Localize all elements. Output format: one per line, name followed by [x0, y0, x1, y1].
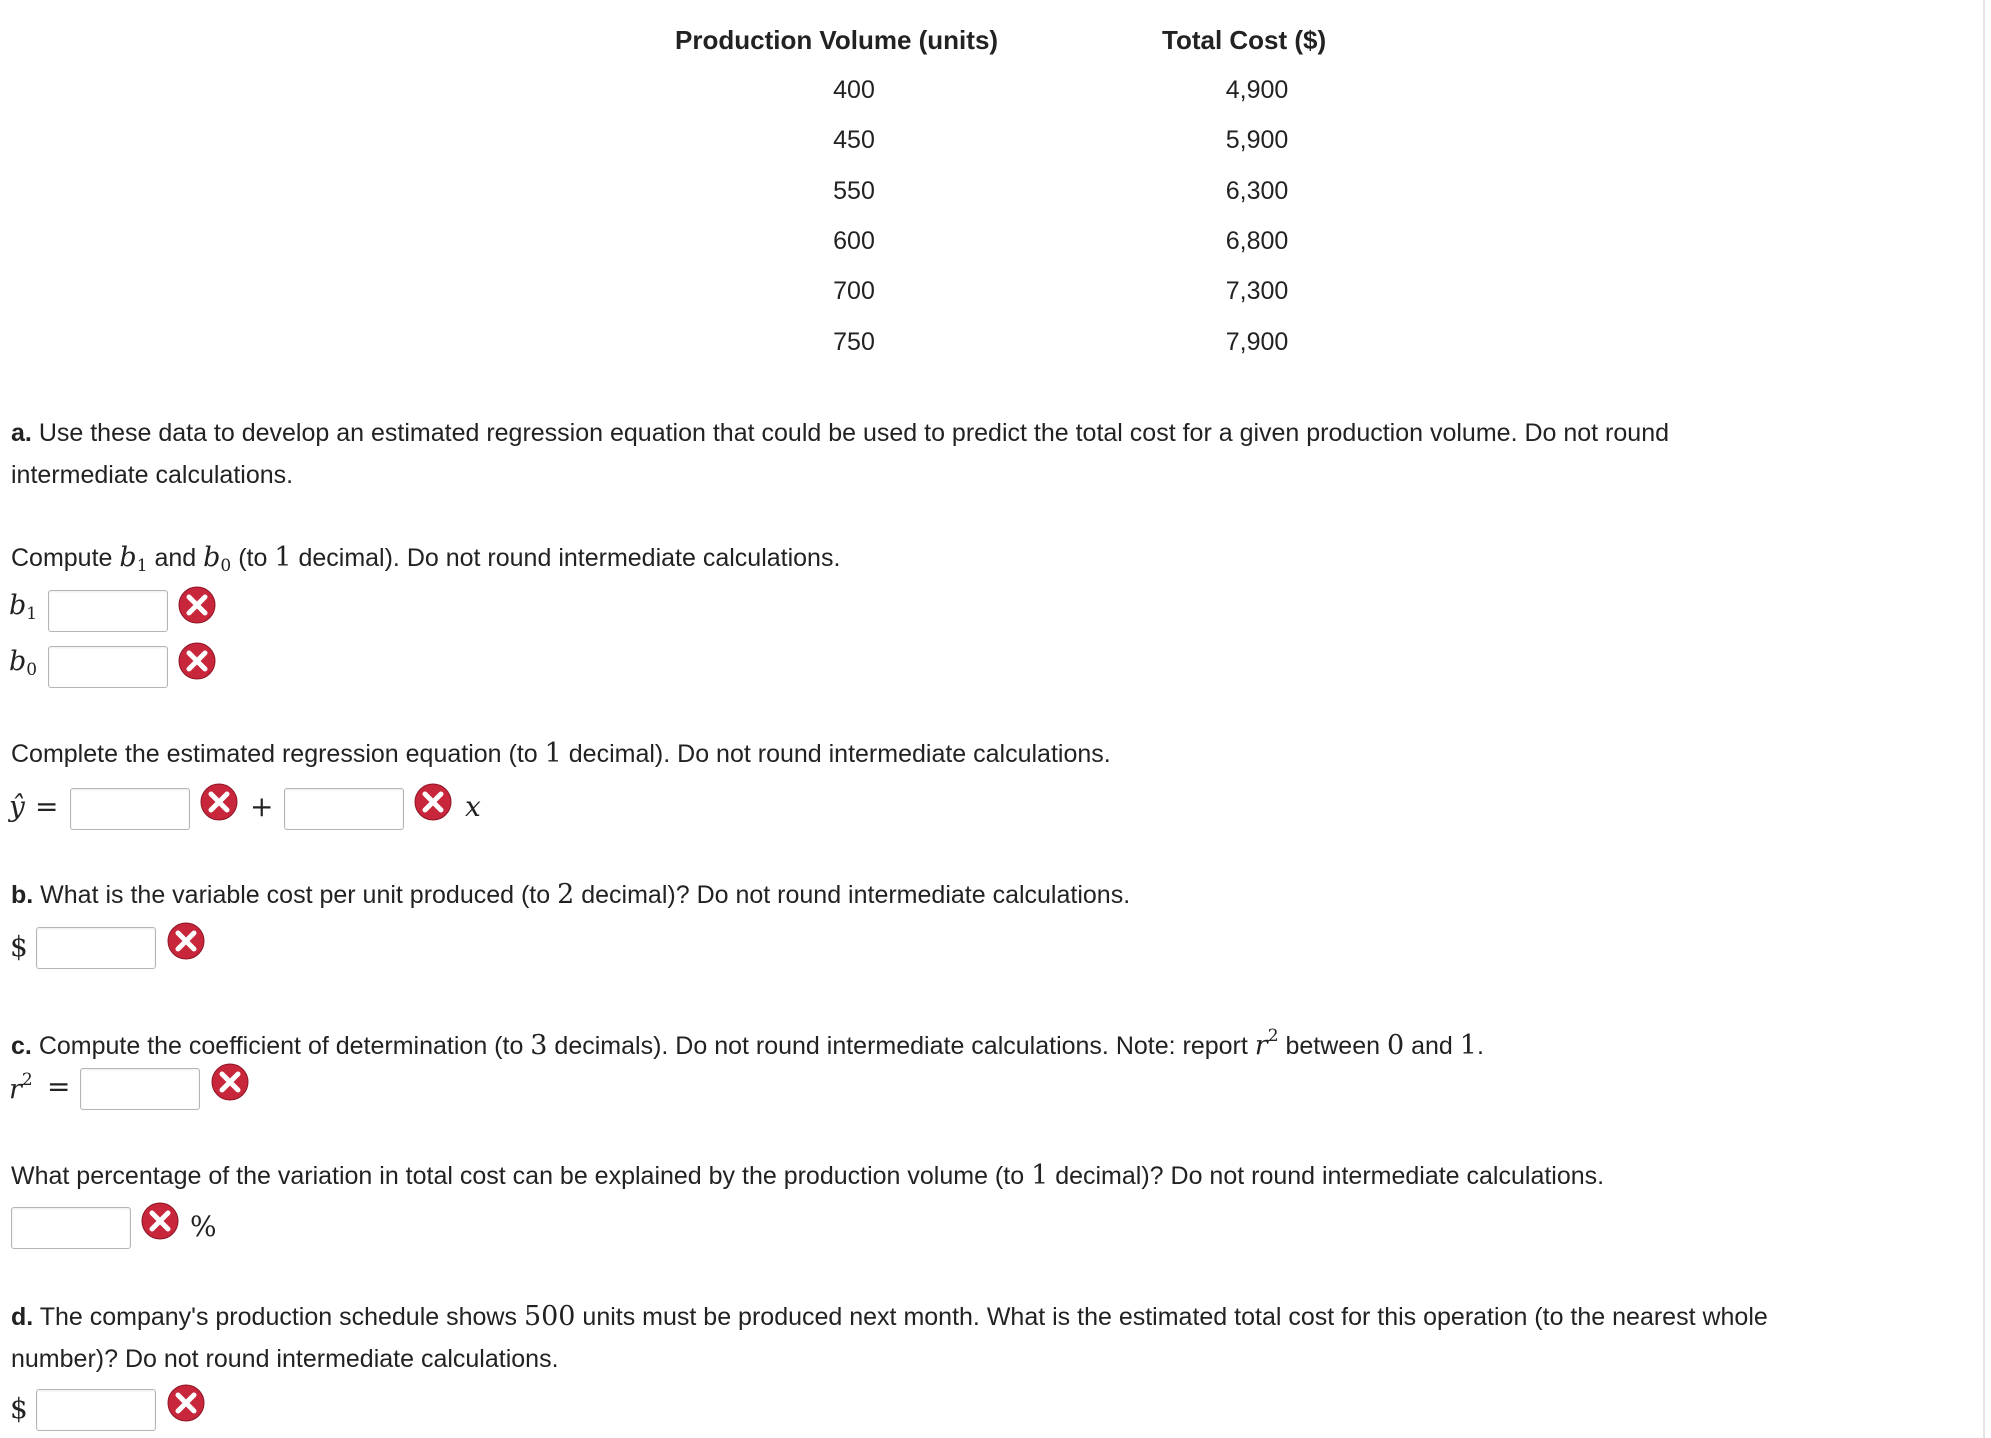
x-circle-icon	[177, 641, 217, 681]
units-value: 500	[523, 1301, 576, 1332]
table-cell-cost: 6,300	[1225, 177, 1289, 205]
table-cell-cost: 7,900	[1225, 328, 1289, 356]
text-fragment: (to	[231, 544, 275, 572]
header-total-cost: Total Cost ($)	[1162, 25, 1327, 55]
decimal-count: 1	[1031, 1160, 1049, 1191]
compute-b-instruction	[11, 537, 840, 587]
text-fragment: Compute the coefficient of determination (to	[38, 1032, 531, 1060]
table-cell-volume: 600	[833, 227, 875, 255]
dollar-sign: $	[10, 930, 28, 963]
text-fragment: decimal)? Do not round intermediate calculations.	[574, 881, 1131, 909]
part-b-question	[11, 874, 1130, 916]
b1-input[interactable]	[48, 590, 168, 632]
percentage-input[interactable]	[11, 1207, 131, 1249]
x-circle-icon	[413, 782, 453, 822]
table-cell-cost: 6,800	[1225, 227, 1289, 255]
part-d-question	[11, 1296, 1768, 1380]
text-fragment: What percentage of the variation in total cost can be explained by the production volume (to	[11, 1162, 1032, 1190]
intercept-input[interactable]	[70, 788, 190, 830]
x-circle-icon	[140, 1201, 180, 1241]
text-fragment: Compute	[11, 544, 120, 572]
decimal-count: 1	[544, 738, 562, 769]
x-circle-icon	[166, 1383, 206, 1423]
table-cell-volume: 700	[833, 277, 875, 305]
range-max: 1	[1459, 1030, 1477, 1061]
equals-sign: =	[47, 1070, 71, 1103]
x-circle-icon	[210, 1062, 250, 1102]
text-fragment: and	[147, 544, 204, 572]
table-cell-volume: 550	[833, 177, 875, 205]
table-cell-cost: 7,300	[1225, 277, 1289, 305]
yhat-symbol: ŷ	[9, 790, 25, 823]
part-a-text: Use these data to develop an estimated regression equation that could be used to predict the total cost for a given production volume. Do not round	[38, 419, 1670, 447]
text-fragment: Complete the estimated regression equation (to	[11, 740, 545, 768]
r-squared-label: $r^2$	[9, 1070, 33, 1105]
r-squared-symbol: $r^2$	[1254, 1026, 1279, 1061]
b0-symbol: $b_0$	[203, 542, 232, 576]
plus-sign: +	[250, 790, 274, 823]
text-fragment: between	[1278, 1032, 1387, 1060]
decimal-count: 1	[274, 542, 292, 573]
table-cell-cost: 5,900	[1225, 126, 1289, 154]
table-cell-volume: 400	[833, 76, 875, 104]
part-a-text-cont: intermediate calculations.	[11, 461, 294, 489]
text-fragment: decimal). Do not round intermediate calculations.	[561, 740, 1111, 768]
text-fragment: .	[1476, 1032, 1484, 1060]
decimal-count: 3	[530, 1030, 548, 1061]
part-c-question	[11, 1015, 1484, 1067]
table-cell-volume: 450	[833, 126, 875, 154]
percent-sign: %	[190, 1210, 217, 1243]
b1-symbol: $b_1$	[119, 542, 148, 576]
part-d-label: d.	[11, 1303, 34, 1331]
part-d-text-cont: number)? Do not round intermediate calculations.	[11, 1345, 559, 1373]
text-fragment: decimal). Do not round intermediate calculations.	[291, 544, 841, 572]
part-a-question	[11, 412, 1669, 496]
b0-label: $b_0$	[9, 646, 38, 680]
slope-input[interactable]	[284, 788, 404, 830]
right-border	[1983, 0, 1985, 1438]
equals-sign: =	[35, 790, 59, 823]
text-fragment: decimal)? Do not round intermediate calculations.	[1048, 1162, 1605, 1190]
r-squared-input[interactable]	[80, 1068, 200, 1110]
decimal-count: 2	[557, 879, 575, 910]
dollar-sign: $	[10, 1392, 28, 1425]
variable-cost-input[interactable]	[36, 927, 156, 969]
header-production-volume: Production Volume (units)	[675, 25, 999, 55]
b1-label: $b_1$	[9, 590, 38, 624]
x-circle-icon	[177, 585, 217, 625]
x-circle-icon	[199, 782, 239, 822]
percentage-question	[11, 1155, 1604, 1197]
x-variable: x	[465, 790, 481, 823]
b0-input[interactable]	[48, 646, 168, 688]
text-fragment: units must be produced next month. What is the estimated total cost for this operation (to the nearest whole	[575, 1303, 1768, 1331]
table-cell-cost: 4,900	[1225, 76, 1289, 104]
part-a-label: a.	[11, 419, 32, 447]
text-fragment: The company's production schedule shows	[39, 1303, 524, 1331]
x-circle-icon	[166, 921, 206, 961]
table-cell-volume: 750	[833, 328, 875, 356]
part-b-label: b.	[11, 881, 34, 909]
total-cost-input[interactable]	[36, 1389, 156, 1431]
text-fragment: decimals). Do not round intermediate calculations. Note: report	[547, 1032, 1255, 1060]
text-fragment: What is the variable cost per unit produced (to	[40, 881, 558, 909]
part-c-label: c.	[11, 1032, 32, 1060]
equation-instruction	[11, 733, 1111, 775]
range-min: 0	[1386, 1030, 1405, 1061]
text-fragment: and	[1404, 1032, 1460, 1060]
